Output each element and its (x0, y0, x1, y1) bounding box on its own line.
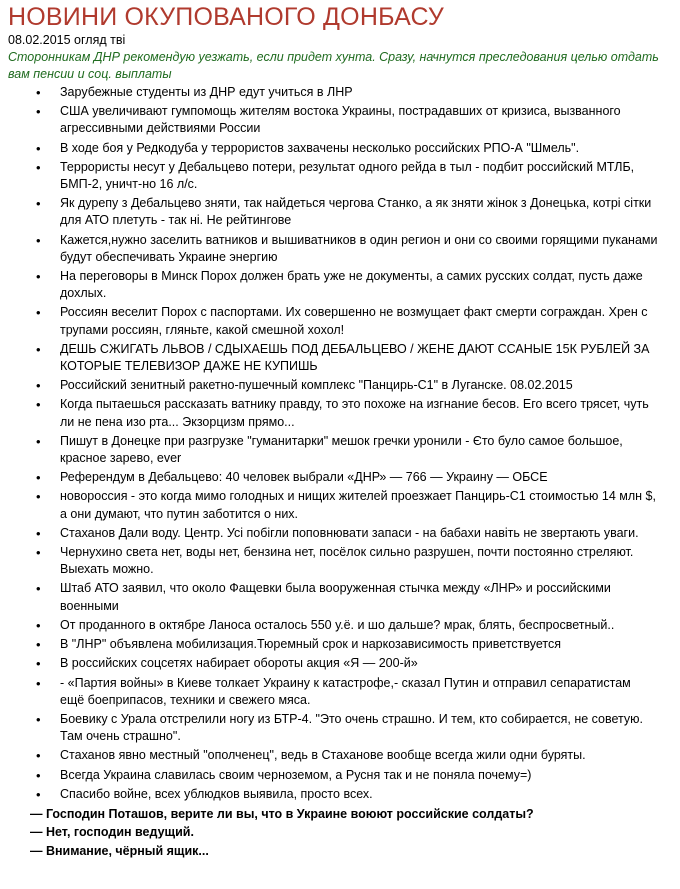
bullet-icon: • (36, 748, 41, 764)
intro-quote: Сторонникам ДНР рекомендую уезжать, если придет хунта. Сразу, начнутся преследования целью отдать вам пенсии и соц. выплаты (8, 50, 659, 81)
list-item (8, 377, 672, 394)
bullet-icon: • (36, 269, 41, 285)
bullet-icon: • (36, 378, 41, 394)
news-list (8, 84, 672, 803)
list-item (8, 636, 672, 653)
list-item (8, 304, 672, 338)
bullet-icon: • (36, 637, 41, 653)
list-item (8, 675, 672, 709)
list-item (8, 159, 672, 193)
bullet-icon: • (36, 341, 41, 357)
list-item-text: Россиян веселит Порох с паспортами. Их совершенно не возмущает факт смерти сограждан. Хрен с трупами россиян, гляньте, какой смешной хохол! (60, 305, 648, 337)
bullet-icon: • (36, 711, 41, 727)
list-item (8, 195, 672, 229)
list-item (8, 268, 672, 302)
bullet-icon: • (36, 581, 41, 597)
list-item-text: США увеличивают гумпомощь жителям востока Украины, пострадавших от кризиса, вызванного агрессивными действиями России (60, 104, 621, 136)
list-item (8, 747, 672, 764)
list-item-text: ДЕШЬ СЖИГАТЬ ЛЬВОВ / СДЫХАЕШЬ ПОД ДЕБАЛЬЦЕВО / ЖЕНЕ ДАЮТ ССАНЫЕ 15К РУБЛЕЙ ЗА КОТОРЫЕ ТЕЛЕВИЗОР ДАЖЕ НЕ КУПИШЬ (60, 341, 650, 374)
bullet-icon: • (36, 545, 41, 561)
bullet-icon: • (36, 433, 41, 449)
bullet-icon: • (36, 675, 41, 691)
list-item-text: Боевику с Урала отстрелили ногу из БТР-4. "Это очень страшно. И тем, кто собирается, не советую. Там очень страшно". (60, 711, 644, 744)
list-item-text: - «Партия войны» в Киеве толкает Украину к катастрофе,- сказал Путин и отправил сепаратистам ещё боеприпасов, техники и свежего мяса. (60, 675, 631, 707)
list-item (8, 655, 672, 672)
list-item-text: Кажется,нужно заселить ватников и вышиватников в один регион и они со своими горящими пуканами будут обеспечивать Украине энергию (60, 232, 658, 264)
dialog-line: — Нет, господин ведущий. (30, 825, 194, 840)
list-item-text: От проданного в октябре Ланоса осталось 550 у.ё. и шо дальше? мрак, блять, беспросветный.. (60, 617, 615, 632)
bullet-icon: • (36, 232, 41, 248)
list-item (8, 544, 672, 578)
list-item-text: Спасибо войне, всех ублюдков выявила, просто всех. (60, 786, 373, 801)
bullet-icon: • (36, 85, 41, 100)
date-line: 08.02.2015 огляд тві (8, 33, 126, 47)
list-item-text: Зарубежные студенты из ДНР едут учиться в ЛНР (60, 85, 353, 99)
list-item-text: В "ЛНР" объявлена мобилизация.Тюремный срок и наркозависимость приветствуется (60, 637, 562, 652)
bullet-icon: • (36, 525, 41, 541)
bullet-icon: • (36, 397, 41, 413)
list-item-text: Стаханов явно местный "ополченец", ведь в Стаханове вообще всегда жили одни буряты. (60, 748, 586, 763)
list-item (8, 767, 672, 784)
list-item (8, 232, 672, 266)
list-item (8, 341, 672, 375)
bullet-icon: • (36, 470, 41, 486)
bullet-icon: • (36, 159, 41, 175)
list-item-text: На переговоры в Минск Порох должен брать уже не документы, а самих русских солдат, пусть даже дохлых. (60, 269, 643, 301)
bullet-icon: • (36, 786, 41, 802)
bullet-icon: • (36, 489, 41, 505)
list-item-text: В российских соцсетях набирает обороты акция «Я — 200-й» (60, 656, 418, 671)
list-item-text: Стаханов Дали воду. Центр. Усі побігли поповнювати запаси - на бабахи навіть не звертають уваги. (60, 525, 639, 540)
bullet-icon: • (36, 196, 41, 212)
bullet-icon: • (36, 140, 41, 156)
list-item-text: Террористы несут у Дебальцево потери, результат одного рейда в тыл - подбит российский МТЛБ, БМП-2, уничт-но 16 л/с. (60, 159, 635, 192)
list-item (8, 433, 672, 467)
list-item (8, 103, 672, 137)
bullet-icon: • (36, 305, 41, 321)
list-item-text: Когда пытаешься рассказать ватнику правду, то это похоже на изгнание бесов. Его всего трясет, чуть ли не пена изо рта... Экзорцизм прямо... (60, 397, 649, 429)
list-item (8, 396, 672, 430)
list-item-text: Чернухино света нет, воды нет, бензина нет, посёлок сильно разрушен, почти постоянно стреляют. Выехать можно. (60, 545, 634, 577)
bullet-icon: • (36, 656, 41, 672)
bullet-icon: • (36, 104, 41, 120)
list-item-text: Як дурепу з Дебальцево зняти, так найдеться чергова Станко, а як зняти жінок з Донецька, котрі сітки для АТО плетуть - так ні. Не рейтингове (60, 196, 652, 228)
list-item (8, 580, 672, 614)
list-item (8, 84, 672, 101)
list-item-text: новороссия - это когда мимо голодных и нищих жителей проезжает Панцирь-С1 стоимостью 14 млн $, а они думают, что путин заботится о них. (60, 489, 656, 521)
bullet-icon: • (36, 617, 41, 633)
list-item (8, 711, 672, 745)
dialog-line: — Господин Поташов, верите ли вы, что в Украине воюют российские солдаты? (30, 806, 534, 821)
list-item (8, 786, 672, 803)
bullet-icon: • (36, 767, 41, 783)
list-item-text: Штаб АТО заявил, что около Фащевки была вооруженная стычка между «ЛНР» и российскими военными (60, 581, 611, 613)
list-item-text: Пишут в Донецке при разгрузке "гуманитарки" мешок гречки уронили - Єто було самое большое, красное зарево, ever (60, 433, 623, 466)
list-item-text: В ходе боя у Редкодуба у террористов захвачены несколько российских РПО-А "Шмель". (60, 140, 580, 155)
list-item (8, 488, 672, 522)
page-title: НОВИНИ ОКУПОВАНОГО ДОНБАСУ (8, 3, 444, 31)
dialog-block (8, 805, 672, 861)
list-item (8, 469, 672, 486)
list-item-text: Всегда Украина славилась своим черноземом, а Русня так и не поняла почему=) (60, 767, 532, 782)
list-item (8, 140, 672, 157)
dialog-line: — Внимание, чёрный ящик... (30, 843, 209, 858)
list-item (8, 617, 672, 634)
list-item-text: Российский зенитный ракетно-пушечный комплекс "Панцирь-С1" в Луганске. 08.02.2015 (60, 378, 573, 393)
list-item (8, 525, 672, 542)
list-item-text: Референдум в Дебальцево: 40 человек выбрали «ДНР» — 766 — Украину — ОБСЕ (60, 470, 548, 485)
